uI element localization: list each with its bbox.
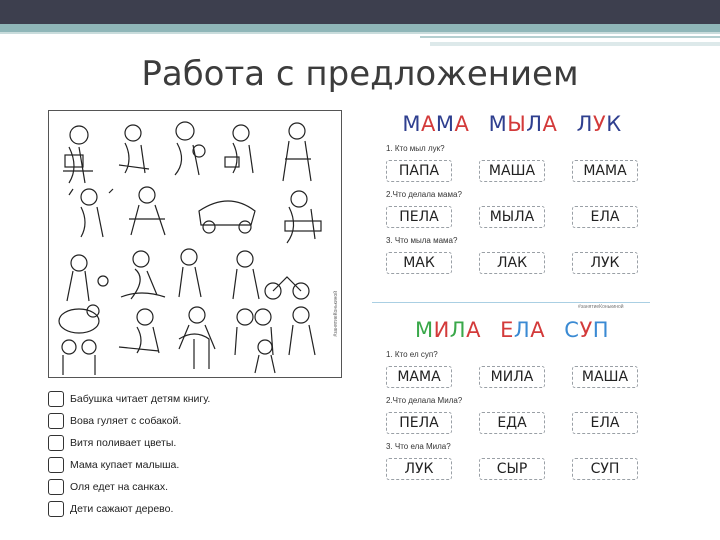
answer-options (386, 252, 638, 274)
checkbox[interactable] (48, 391, 64, 407)
answer-option[interactable]: ПЕЛА (386, 412, 452, 434)
figure-drawing (67, 255, 108, 301)
worksheet-hashtag: #занятиеКонькиной (578, 304, 624, 310)
heading-word-2: ЕЛА (500, 318, 546, 342)
decor-stripe (420, 36, 720, 38)
illustration-grid (49, 111, 341, 377)
section-divider (372, 302, 650, 303)
sentence-text: Дети сажают дерево. (70, 503, 174, 515)
figure-drawing (121, 251, 165, 299)
checklist-item[interactable] (48, 498, 348, 520)
checklist-item[interactable] (48, 410, 348, 432)
answer-option[interactable]: МАМА (572, 160, 638, 182)
checklist-item[interactable] (48, 388, 348, 410)
answer-options (386, 206, 638, 228)
figure-drawing (59, 305, 99, 333)
question: 2.Что делала мама? (386, 190, 462, 199)
picture-panel (48, 110, 342, 378)
answer-option[interactable]: ПЕЛА (386, 206, 452, 228)
figure-drawing (63, 126, 93, 183)
heading-word-3: ЛУК (576, 112, 622, 136)
heading-word-2: МЫЛА (488, 112, 558, 136)
answer-option[interactable]: СЫР (479, 458, 545, 480)
sentence-text: Вова гуляет с собакой. (70, 415, 182, 427)
figure-drawing (179, 249, 201, 297)
top-bar (0, 0, 720, 24)
figure-drawing (199, 201, 255, 233)
sentence-text: Бабушка читает детям книгу. (70, 393, 211, 405)
figure-drawing (283, 123, 311, 181)
figure-drawing (129, 187, 165, 235)
answer-option[interactable]: МАК (386, 252, 452, 274)
figure-drawing (225, 125, 253, 173)
figure-drawing (289, 307, 315, 355)
answer-option[interactable]: МЫЛА (479, 206, 545, 228)
question: 1. Кто мыл лук? (386, 144, 445, 153)
question: 3. Что ела Мила? (386, 442, 451, 451)
block-heading (372, 318, 652, 342)
answer-options (386, 160, 638, 182)
checklist-item[interactable] (48, 432, 348, 454)
answer-option[interactable]: ЛАК (479, 252, 545, 274)
reading-block-2 (372, 318, 652, 486)
sentence-checklist (48, 388, 348, 520)
checkbox[interactable] (48, 413, 64, 429)
figure-drawing (119, 309, 159, 353)
sentence-text: Оля едет на санках. (70, 481, 169, 493)
figure-drawing (62, 340, 96, 375)
heading-word-1: МАМА (402, 112, 470, 136)
checkbox[interactable] (48, 457, 64, 473)
question: 2.Что делала Мила? (386, 396, 463, 405)
checklist-item[interactable] (48, 476, 348, 498)
answer-option[interactable]: МАША (572, 366, 638, 388)
checkbox[interactable] (48, 479, 64, 495)
reading-block-1 (372, 112, 652, 280)
decor-stripe (0, 24, 720, 32)
figure-drawing (175, 122, 205, 175)
answer-option[interactable]: СУП (572, 458, 638, 480)
answer-option[interactable]: МАША (479, 160, 545, 182)
heading-word-3: СУП (564, 318, 610, 342)
answer-option[interactable]: ЛУК (386, 458, 452, 480)
answer-option[interactable]: ЕЛА (572, 206, 638, 228)
block-heading (372, 112, 652, 136)
slide-title: Работа с предложением (141, 54, 579, 94)
checkbox[interactable] (48, 501, 64, 517)
figure-drawing (255, 340, 275, 373)
answer-option[interactable]: ПАПА (386, 160, 452, 182)
heading-word-1: МИЛА (414, 318, 481, 342)
answer-option[interactable]: ЕЛА (572, 412, 638, 434)
answer-option[interactable]: ЛУК (572, 252, 638, 274)
answer-option[interactable]: МАМА (386, 366, 452, 388)
decor-stripe (430, 42, 720, 46)
checkbox[interactable] (48, 435, 64, 451)
checklist-item[interactable] (48, 454, 348, 476)
question: 1. Кто ел суп? (386, 350, 438, 359)
sentence-text: Витя поливает цветы. (70, 437, 177, 449)
answer-option[interactable]: МИЛА (479, 366, 545, 388)
answer-options (386, 458, 638, 480)
question: 3. Что мыла мама? (386, 236, 458, 245)
figure-drawing (69, 189, 113, 237)
figure-drawing (285, 191, 321, 243)
answer-options (386, 366, 638, 388)
figure-drawing (235, 309, 273, 355)
figure-drawing (233, 251, 309, 299)
answer-options (386, 412, 638, 434)
panel-hashtag: #занятиеКонькиной (333, 291, 339, 337)
answer-option[interactable]: ЕДА (479, 412, 545, 434)
figure-drawing (119, 125, 149, 173)
decor-stripe (0, 32, 720, 34)
sentence-text: Мама купает малыша. (70, 459, 180, 471)
